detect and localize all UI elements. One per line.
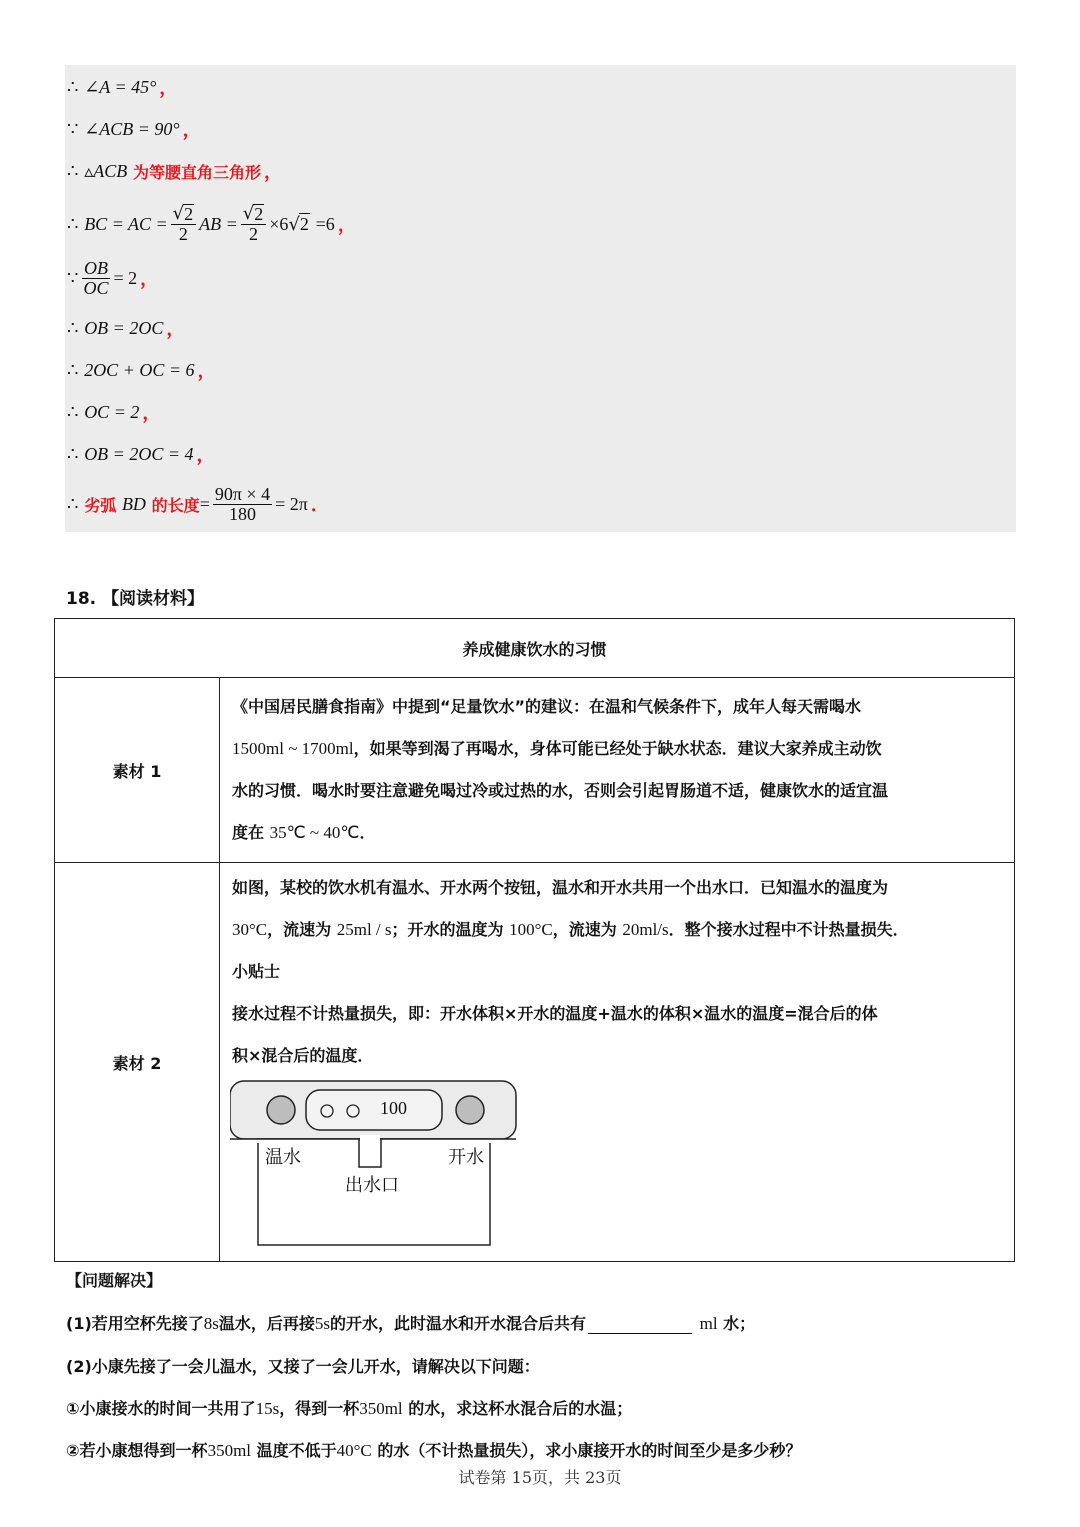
fraction: √ 2 2	[171, 204, 196, 244]
solution-line: ∵ ∠ACB = 90° ，	[67, 118, 201, 141]
material-2-label: 素材 2	[55, 863, 220, 1262]
solve-label: 【问题解决】	[66, 1271, 163, 1290]
display-value: 100	[380, 1098, 407, 1118]
hot-water-label: 开水	[448, 1147, 484, 1168]
solution-block	[65, 65, 1016, 532]
solution-line: ∵ $\frac{OB}{OC}$ = 2 ，	[67, 257, 159, 298]
page-footer: 试卷第 15页，共 23页	[458, 1468, 622, 1487]
solution-line: ∴ 劣弧 BD 的长度 = $\frac{90\pi \times 4}{180}$ = 2π ．	[67, 483, 329, 524]
question-2-1: ①小康接水的时间一共用了15s，得到一杯350ml 的水，求这杯水混合后的水温；	[66, 1399, 633, 1418]
fraction: $\frac{90\pi \times 4}{180}$	[214, 483, 271, 524]
tip-title: 小贴士	[232, 962, 281, 981]
material-1-label: 素材 1	[55, 678, 220, 863]
water-outlet	[359, 1139, 381, 1167]
solution-line: ∴ ∠A = 45° ，	[67, 76, 178, 99]
solution-line: ∴ OB = 2OC ，	[67, 317, 185, 340]
material-1-content: 《中国居民膳食指南》中提到“足量饮水”的建议：在温和气候条件下，成年人每天需喝水 1500ml ~ 1700ml，如果等到渴了再喝水，身体可能已经处于缺水状态．建议大家养成主动饮 水的习惯．喝水时要注意避免喝过冷或过热的水，否则会引起胃肠道不适，健康饮水的适宜温 度在 35℃ ~ 40℃．	[220, 678, 1015, 863]
solution-line: ∴ OB = 2OC = 4 ，	[67, 443, 215, 466]
material-2-content: 如图，某校的饮水机有温水、开水两个按钮，温水和开水共用一个出水口．已知温水的温度为 30°C，流速为 25ml / s；开水的温度为 100°C，流速为 20ml/s．整个接水过程中不计热量损失． 小贴士 接水过程不计热量损失，即：开水体积×开水的温度+温水的体积×温水的温度=混合后的体 积×混合后的温度． 100 温水 开水 出水口	[220, 863, 1015, 1262]
fraction: √ 2 2	[241, 204, 266, 244]
warm-water-button	[267, 1096, 295, 1124]
question-2: (2)小康先接了一会儿温水，又接了一会儿开水，请解决以下问题：	[66, 1357, 540, 1376]
tip-text: 接水过程不计热量损失，即：开水体积×开水的温度+温水的体积×温水的温度=混合后的体	[232, 1004, 878, 1023]
tip-text-cont: 积×混合后的温度．	[232, 1046, 374, 1065]
outlet-label: 出水口	[345, 1175, 399, 1196]
question-1: (1)若用空杯先接了8s温水，后再接5s的开水，此时温水和开水混合后共有 ml 水；	[66, 1314, 756, 1333]
warm-water-label: 温水	[265, 1147, 301, 1168]
material-table	[54, 618, 1015, 1262]
fraction: $\frac{OB}{OC}$	[83, 257, 109, 298]
answer-blank[interactable]	[588, 1319, 692, 1334]
solution-line: ∴ OC = 2 ，	[67, 401, 161, 424]
water-dispenser-diagram	[232, 1077, 1004, 1257]
question-2-2: ②若小康想得到一杯350ml 温度不低于40°C 的水（不计热量损失），求小康接开水的时间至少是多少秒？	[66, 1441, 802, 1460]
question-title: 18. 【阅读材料】	[66, 589, 205, 609]
display-panel	[306, 1090, 442, 1130]
table-title: 养成健康饮水的习惯	[55, 619, 1015, 678]
solution-line: ∴ BC = AC = √ 2 2 AB = √ 2 2 ×6 √ 2 =6 ，	[67, 203, 356, 244]
hot-water-button	[456, 1096, 484, 1124]
solution-line: ∴ ▵ACB 为等腰直角三角形 ，	[67, 160, 282, 183]
solution-line: ∴ 2OC + OC = 6 ，	[67, 359, 216, 382]
